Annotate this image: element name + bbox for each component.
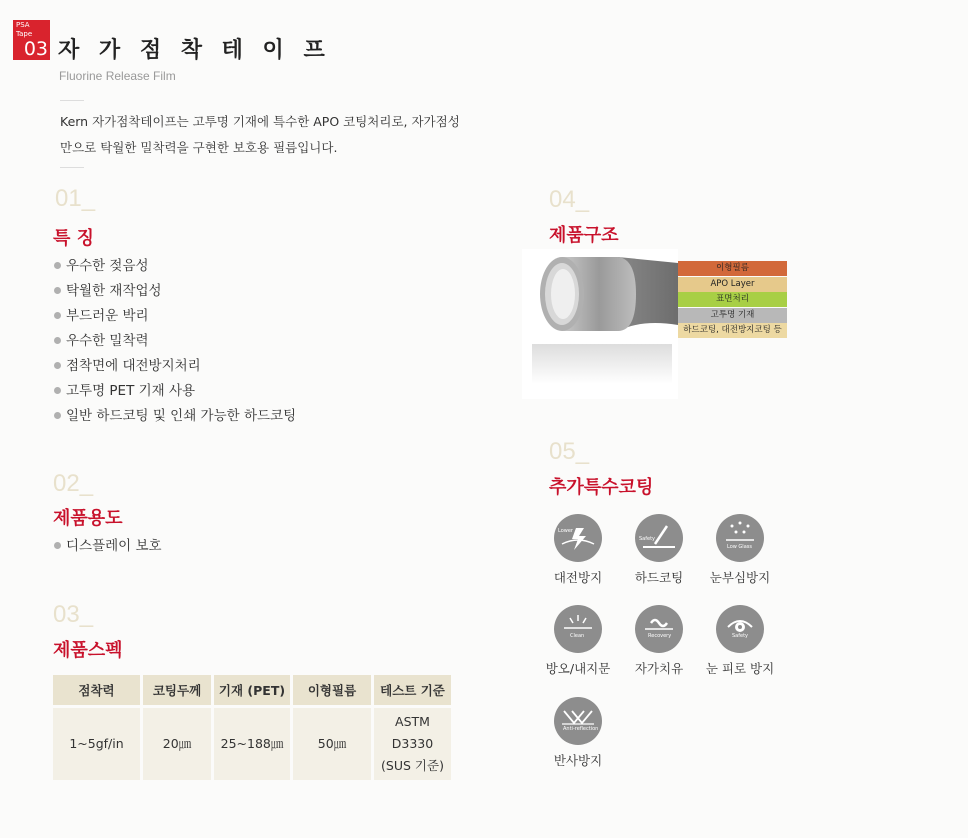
test-standard-note: (SUS 기준) [381, 758, 444, 773]
bullet-icon [54, 337, 61, 344]
coating-antifingerprint [538, 605, 618, 677]
section-heading-spec: 제품스펙 [53, 640, 123, 661]
coating-label: 눈부심방지 [709, 570, 771, 585]
intro-text [60, 109, 500, 161]
section-number: 01_ [55, 185, 96, 212]
hardcoat-icon: Safety [635, 514, 683, 562]
table-header: 이형필름 [293, 675, 371, 705]
antiglare-icon: Low Glass [716, 514, 764, 562]
layer-apo: APO Layer [678, 277, 787, 292]
section-heading-coatings: 추가특수코팅 [549, 477, 654, 498]
tape-roll-image [522, 249, 678, 399]
section-heading-usage: 제품용도 [53, 508, 123, 529]
bullet-icon [54, 262, 61, 269]
table-cell: 20㎛ [143, 708, 211, 780]
table-row [53, 708, 451, 780]
list-item: 우수한 밀착력 [54, 329, 296, 354]
page-title: 자 가 점 착 테 이 프 [58, 38, 331, 63]
badge-number: 03 [23, 38, 48, 60]
coating-antiglare [700, 514, 780, 586]
coating-hardcoat [619, 514, 699, 586]
layer-substrate: 고투명 기재 [678, 308, 787, 323]
badge-line1: PSA [16, 21, 30, 29]
section-number: 04_ [549, 186, 590, 213]
list-item: 점착면에 대전방지처리 [54, 354, 296, 379]
list-item: 고투명 PET 기재 사용 [54, 379, 296, 404]
eye-protection-icon: Safety [716, 605, 764, 653]
divider [60, 167, 84, 168]
selfhealing-icon: Recovery [635, 605, 683, 653]
intro-line2: 만으로 탁월한 밀착력을 구현한 보호용 필름입니다. [60, 140, 338, 155]
bullet-icon [54, 412, 61, 419]
list-item: 우수한 젖음성 [54, 254, 296, 279]
antistatic-icon: Lower [554, 514, 602, 562]
list-item: 일반 하드코팅 및 인쇄 가능한 하드코팅 [54, 404, 296, 429]
table-cell: 1~5gf/in [53, 708, 140, 780]
table-header: 코팅두께 [143, 675, 211, 705]
antireflection-icon: Anti-reflection [554, 697, 602, 745]
bullet-icon [54, 362, 61, 369]
table-header: 점착력 [53, 675, 140, 705]
bullet-icon [54, 287, 61, 294]
features-list [54, 254, 296, 429]
section-heading-features: 특 징 [53, 228, 95, 249]
section-number: 03_ [53, 601, 94, 628]
usage-list [54, 534, 162, 559]
table-header: 기재 (PET) [214, 675, 290, 705]
coating-label: 반사방지 [553, 753, 603, 768]
divider [60, 100, 84, 101]
list-item: 탁월한 재작업성 [54, 279, 296, 304]
antifingerprint-icon: Clean [554, 605, 602, 653]
test-standard: ASTM D3330 [391, 714, 434, 751]
coating-antistatic [538, 514, 618, 586]
layer-surface: 표면처리 [678, 292, 787, 307]
page-subtitle: Fluorine Release Film [59, 69, 176, 83]
coating-antireflection [538, 697, 618, 769]
table-header-row [53, 675, 451, 705]
section-badge [13, 20, 50, 60]
coating-label: 눈 피로 방지 [705, 661, 775, 676]
table-header: 테스트 기준 [374, 675, 451, 705]
coating-label: 방오/내지문 [545, 661, 611, 676]
layer-release-film: 이형필름 [678, 261, 787, 276]
table-cell [374, 708, 451, 780]
section-number: 05_ [549, 438, 590, 465]
bullet-icon [54, 387, 61, 394]
table-cell: 50㎛ [293, 708, 371, 780]
coating-eye-protection [700, 605, 780, 677]
bullet-icon [54, 542, 61, 549]
section-heading-structure: 제품구조 [549, 225, 619, 246]
list-item: 부드러운 박리 [54, 304, 296, 329]
spec-table [50, 675, 454, 780]
table-cell: 25~188㎛ [214, 708, 290, 780]
list-item: 디스플레이 보호 [54, 534, 162, 559]
coating-label: 대전방지 [553, 570, 603, 585]
intro-line1: Kern 자가점착테이프는 고투명 기재에 특수한 APO 코팅처리로, 자가점성 [60, 114, 460, 129]
coating-label: 자가치유 [634, 661, 684, 676]
badge-line2: Tape [16, 30, 33, 38]
coating-selfhealing [619, 605, 699, 677]
section-number: 02_ [53, 470, 94, 497]
coating-label: 하드코팅 [634, 570, 684, 585]
layer-hardcoat: 하드코팅, 대전방지코팅 등 [678, 323, 787, 338]
bullet-icon [54, 312, 61, 319]
